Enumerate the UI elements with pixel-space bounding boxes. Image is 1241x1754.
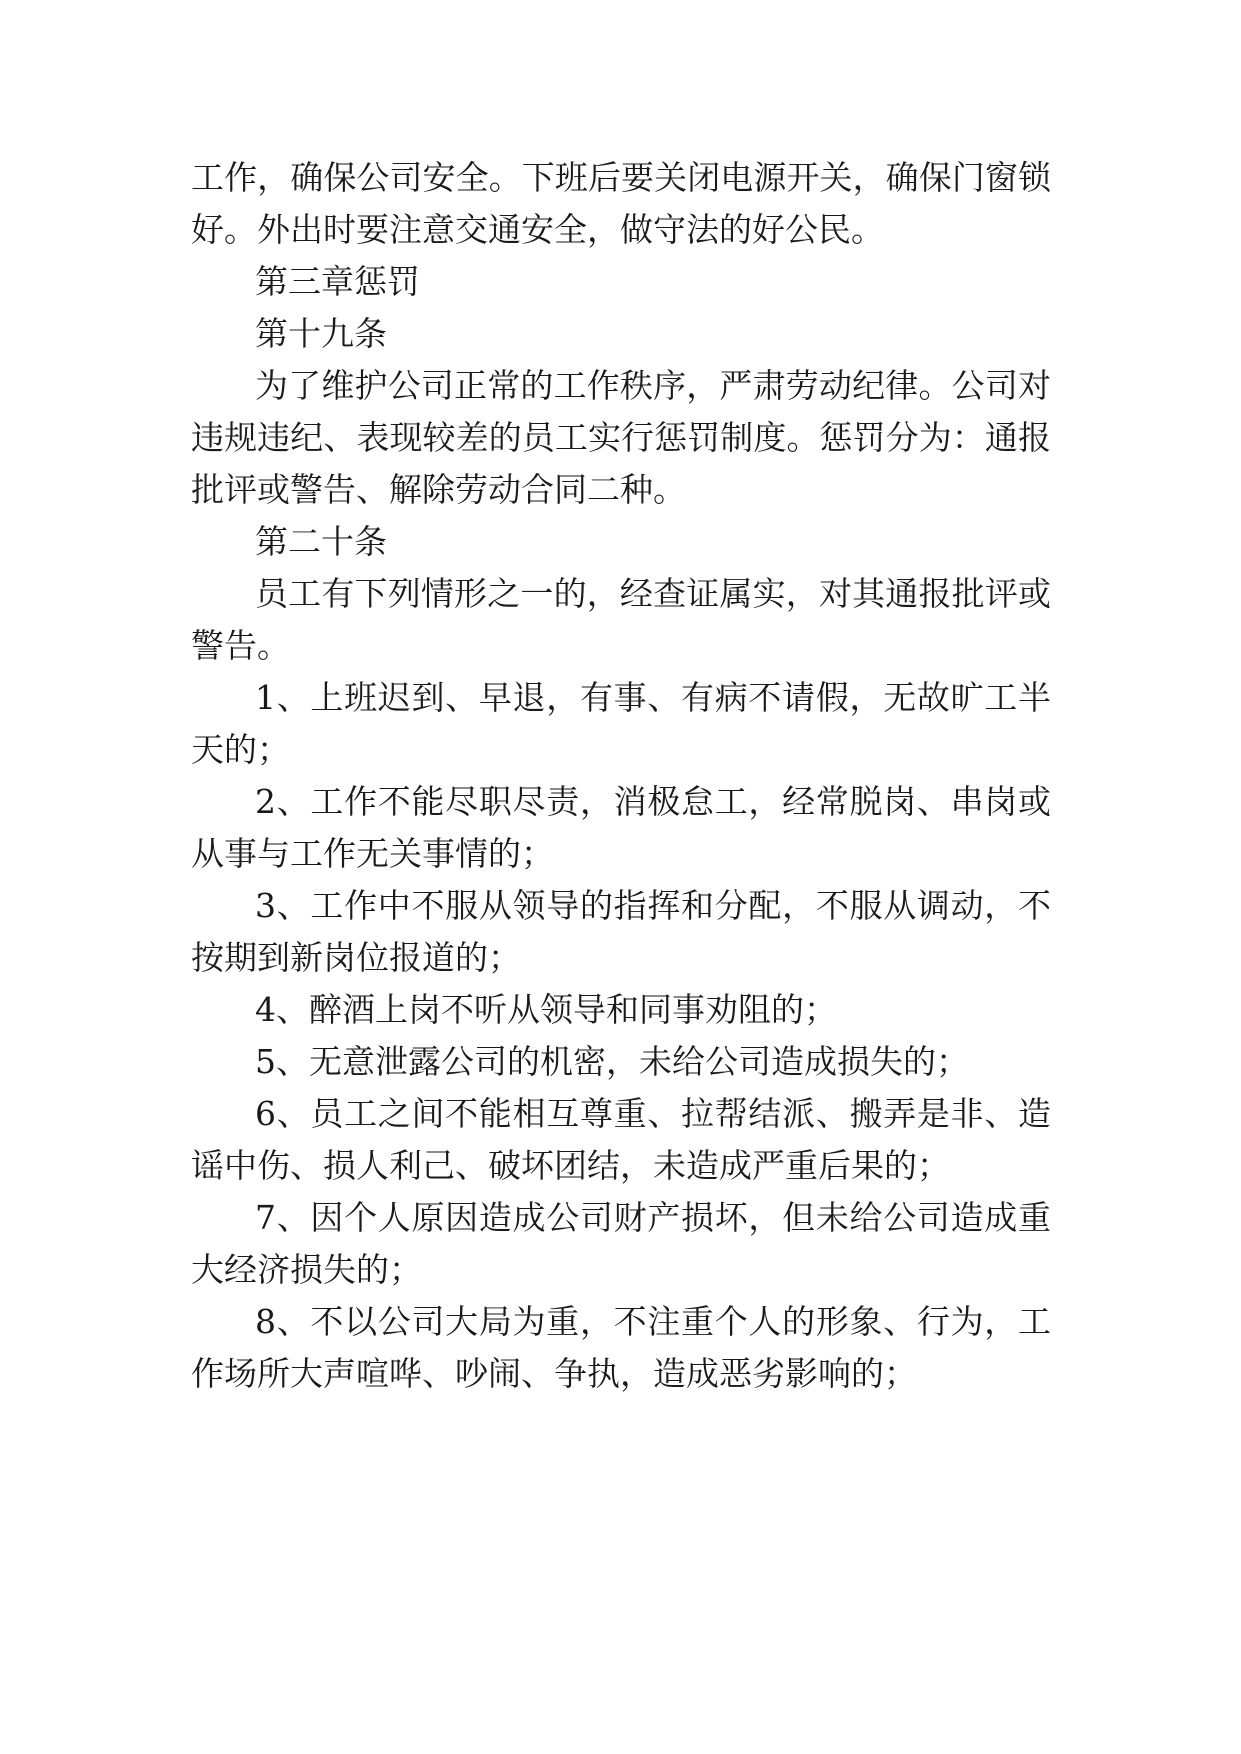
text-line: 警告。 <box>191 626 290 665</box>
text-line: 作场所大声喧哗、吵闹、争执，造成恶劣影响的； <box>191 1354 917 1393</box>
list-item: 2、工作不能尽职尽责，消极怠工，经常脱岗、串岗或 <box>255 782 1051 821</box>
article-heading: 第二十条 <box>255 522 387 561</box>
text-line: 批评或警告、解除劳动合同二种。 <box>191 470 686 509</box>
article-heading: 第十九条 <box>255 314 387 353</box>
chapter-heading: 第三章惩罚 <box>255 262 420 301</box>
list-item: 4、醉酒上岗不听从领导和同事劝阻的； <box>255 990 837 1029</box>
text-line: 好。外出时要注意交通安全，做守法的好公民。 <box>191 210 884 249</box>
text-line: 工作，确保公司安全。下班后要关闭电源开关，确保门窗锁 <box>191 158 1051 197</box>
text-line: 员工有下列情形之一的，经查证属实，对其通报批评或 <box>255 574 1051 613</box>
text-line: 违规违纪、表现较差的员工实行惩罚制度。惩罚分为：通报 <box>191 418 1051 457</box>
list-item: 6、员工之间不能相互尊重、拉帮结派、搬弄是非、造 <box>255 1094 1051 1133</box>
text-line: 天的； <box>191 730 290 769</box>
list-item: 8、不以公司大局为重，不注重个人的形象、行为，工 <box>255 1302 1051 1341</box>
list-item: 1、上班迟到、早退，有事、有病不请假，无故旷工半 <box>255 678 1051 717</box>
text-line: 谣中伤、损人利己、破坏团结，未造成严重后果的； <box>191 1146 950 1185</box>
list-item: 3、工作中不服从领导的指挥和分配，不服从调动，不 <box>255 886 1051 925</box>
text-line: 从事与工作无关事情的； <box>191 834 554 873</box>
text-line: 大经济损失的； <box>191 1250 422 1289</box>
list-item: 5、无意泄露公司的机密，未给公司造成损失的； <box>255 1042 969 1081</box>
list-item: 7、因个人原因造成公司财产损坏，但未给公司造成重 <box>255 1198 1051 1237</box>
text-line: 按期到新岗位报道的； <box>191 938 521 977</box>
text-line: 为了维护公司正常的工作秩序，严肃劳动纪律。公司对 <box>255 366 1051 405</box>
